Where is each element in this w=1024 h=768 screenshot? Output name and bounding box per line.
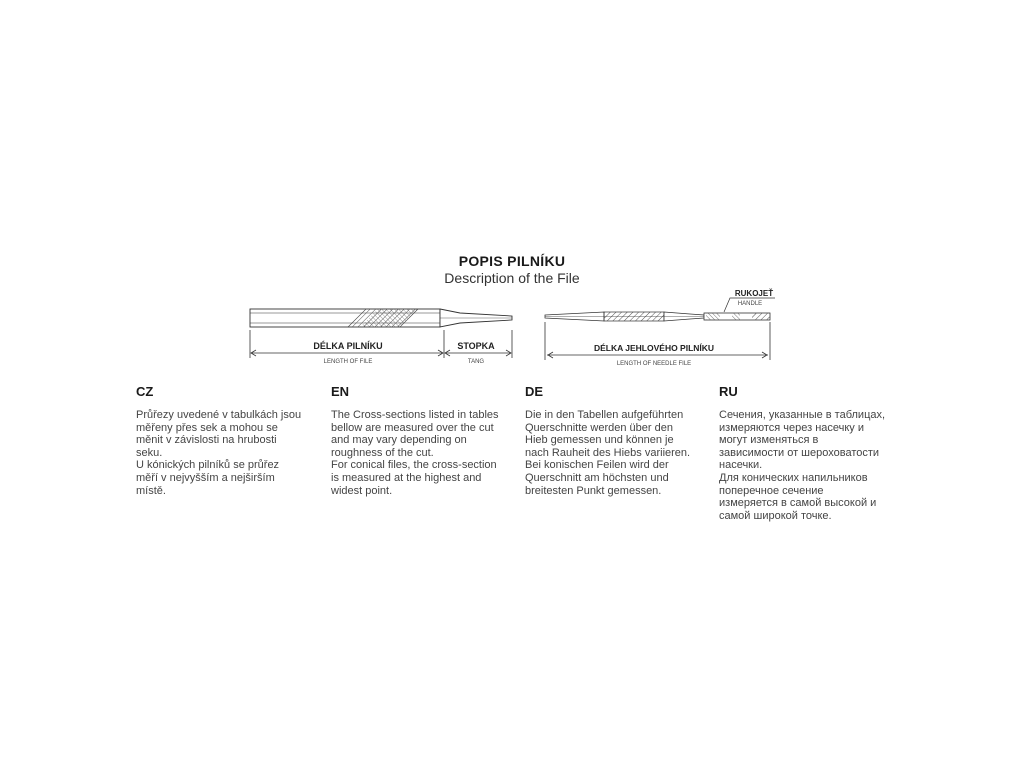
tang-label: STOPKA — [457, 341, 495, 351]
needle-file-drawing — [545, 312, 770, 321]
needle-length-dimension — [545, 322, 770, 360]
file-length-label: DÉLKA PILNÍKU — [313, 341, 383, 351]
handle-label: RUKOJEŤ — [734, 289, 774, 298]
description-en: The Cross-sections listed in tables bellow are measured over the cut and may vary depending on roughness of the cut. For conical files, the cross-section is measured at the highest and widest point. — [331, 409, 499, 497]
handle-sublabel: HANDLE — [737, 301, 763, 307]
description-ru: Сечения, указанные в таблицах, измеряются через насечку и могут изменяться в зависимости от шероховатости насечки. Для конических напильников поперечное сечение измеряется в самой высокой и самой широкой точке. — [719, 409, 886, 522]
page-title: POPIS PILNÍKU — [458, 253, 566, 269]
lang-code-en: EN — [331, 384, 350, 399]
needle-length-label: DÉLKA JEHLOVÉHO PILNÍKU — [593, 343, 715, 353]
lang-code-ru: RU — [719, 384, 738, 399]
description-cz: Průřezy uvedené v tabulkách jsou měřeny přes sek a mohou se měnit v závislosti na hrubosti seku. U kónických pilníků se průřez měří v nejvyšším a nejširším místě. — [136, 409, 302, 497]
lang-code-de: DE — [525, 384, 544, 399]
tang-sublabel: TANG — [467, 359, 485, 365]
page-subtitle: Description of the File — [444, 270, 580, 286]
file-length-sublabel: LENGTH OF FILE — [323, 359, 373, 365]
needle-length-sublabel: LENGTH OF NEEDLE FILE — [616, 361, 692, 367]
lang-code-cz: CZ — [136, 384, 154, 399]
description-de: Die in den Tabellen aufgeführten Querschnitte werden über den Hieb gemessen und können je nach Rauheit des Hiebs variieren. Bei konischen Feilen wird der Querschnitt am höchsten und breitesten Punkt gemessen. — [525, 409, 691, 497]
file-drawing — [250, 309, 512, 327]
